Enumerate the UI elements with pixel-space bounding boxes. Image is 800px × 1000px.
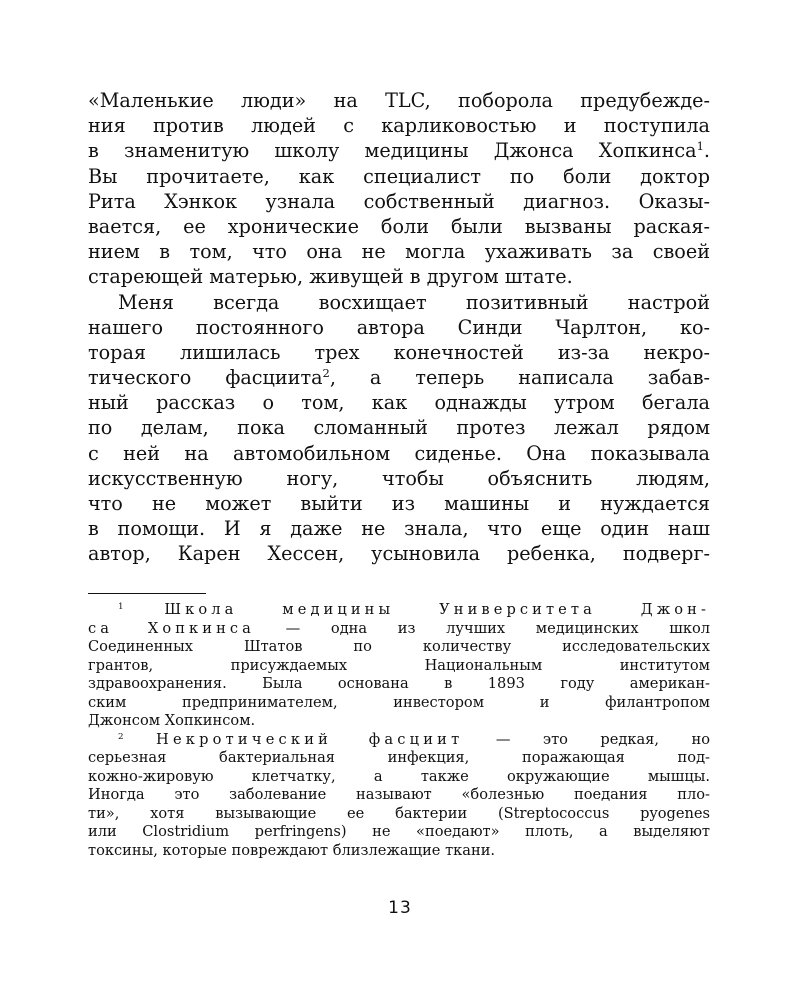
footnote-2-line: ти», хотя вызывающие ее бактерии (Streptococcus pyogenes [88, 804, 710, 822]
body-line: ный рассказ о том, как однажды утром бегала [88, 391, 710, 415]
body-line: Меня всегда восхищает позитивный настрой [118, 290, 710, 314]
footnotes [88, 601, 710, 860]
footnote-1-line: Соединенных Штатов по количеству исследовательских [88, 638, 710, 655]
body-line-text: в знаменитую школу медицины Джонса Хопкинса [88, 139, 697, 163]
footnote-1-line: Джонсом Хопкинсом. [88, 712, 256, 729]
body-line: автор, Карен Хессен, усыновила ребенка, подверг- [88, 542, 710, 566]
page-number: 13 [388, 898, 412, 918]
body-line: стареющей матерью, живущей в другом штате. [88, 265, 573, 289]
footnote-1-line [88, 620, 710, 639]
footnote-2-mark: 2 [118, 731, 124, 742]
footnote-1-line: здравоохранения. Была основана в 1893 году американ- [88, 675, 710, 692]
footnote-2-line: серьезная бактериальная инфекция, поражающая под- [88, 749, 710, 766]
body-line [88, 365, 710, 390]
body-line: нием в том, что она не могла ухаживать за своей [88, 240, 710, 264]
body-line: нашего постоянного автора Синди Чарлтон, ко- [88, 315, 710, 339]
footnote-2-line: токсины, которые повреждают близлежащие ткани. [88, 841, 496, 859]
main-text [88, 88, 710, 567]
footnote-2-term: Некротический фасциит [156, 730, 464, 748]
body-line: Вы прочитаете, как специалист по боли доктор [88, 164, 710, 188]
body-line: торая лишилась трех конечностей из-за некро- [88, 340, 710, 364]
body-line: ния против людей с карликовостью и поступила [88, 114, 710, 138]
body-line: с ней на автомобильном сиденье. Она показывала [88, 441, 710, 465]
footnote-1-mark: 1 [118, 601, 124, 612]
body-line: в помощи. И я даже не знала, что еще один наш [88, 517, 710, 541]
footnote-2-line: или Clostridium perfringens) не «поедают» плоть, а выделяют [88, 823, 710, 840]
footnote-2-text: — это редкая, но [495, 730, 711, 748]
body-line: искусственную ногу, чтобы объяснить людям, [88, 466, 710, 490]
footnote-ref-1: 1 [696, 139, 704, 154]
body-line: вается, ее хронические боли были вызваны раская- [88, 214, 710, 238]
footnote-1-term: Школа медицины Университета Джон- [164, 601, 710, 618]
footnote-ref-2: 2 [322, 366, 330, 381]
body-line: «Маленькие люди» на TLC, поборола предубежде- [88, 89, 710, 112]
footnote-1-line [88, 601, 710, 620]
footnote-2-line [88, 731, 710, 750]
body-line: что не может выйти из машины и нуждается [88, 492, 710, 515]
body-line-end: , а теперь написала забав- [329, 366, 710, 390]
footnote-1-term-cont: са Хопкинса [88, 619, 255, 637]
footnote-2-line: Иногда это заболевание называют «болезнью поедания пло- [88, 786, 710, 803]
body-line [88, 138, 710, 163]
body-line: Рита Хэнкок узнала собственный диагноз. Оказы- [88, 189, 710, 213]
body-line: по делам, пока сломанный протез лежал рядом [88, 416, 710, 440]
footnote-1-line: грантов, присуждаемых Национальным институтом [88, 656, 710, 674]
footnote-separator [88, 593, 206, 594]
body-line-end: . [703, 139, 710, 163]
footnote-1-line: ским предпринимателем, инвестором и филантропом [88, 693, 710, 711]
footnote-2-line: кожно-жировую клетчатку, а также окружающие мышцы. [88, 767, 710, 785]
body-line-text: тического фасциита [88, 366, 323, 390]
footnote-1-text: — одна из лучших медицинских школ [285, 619, 710, 637]
